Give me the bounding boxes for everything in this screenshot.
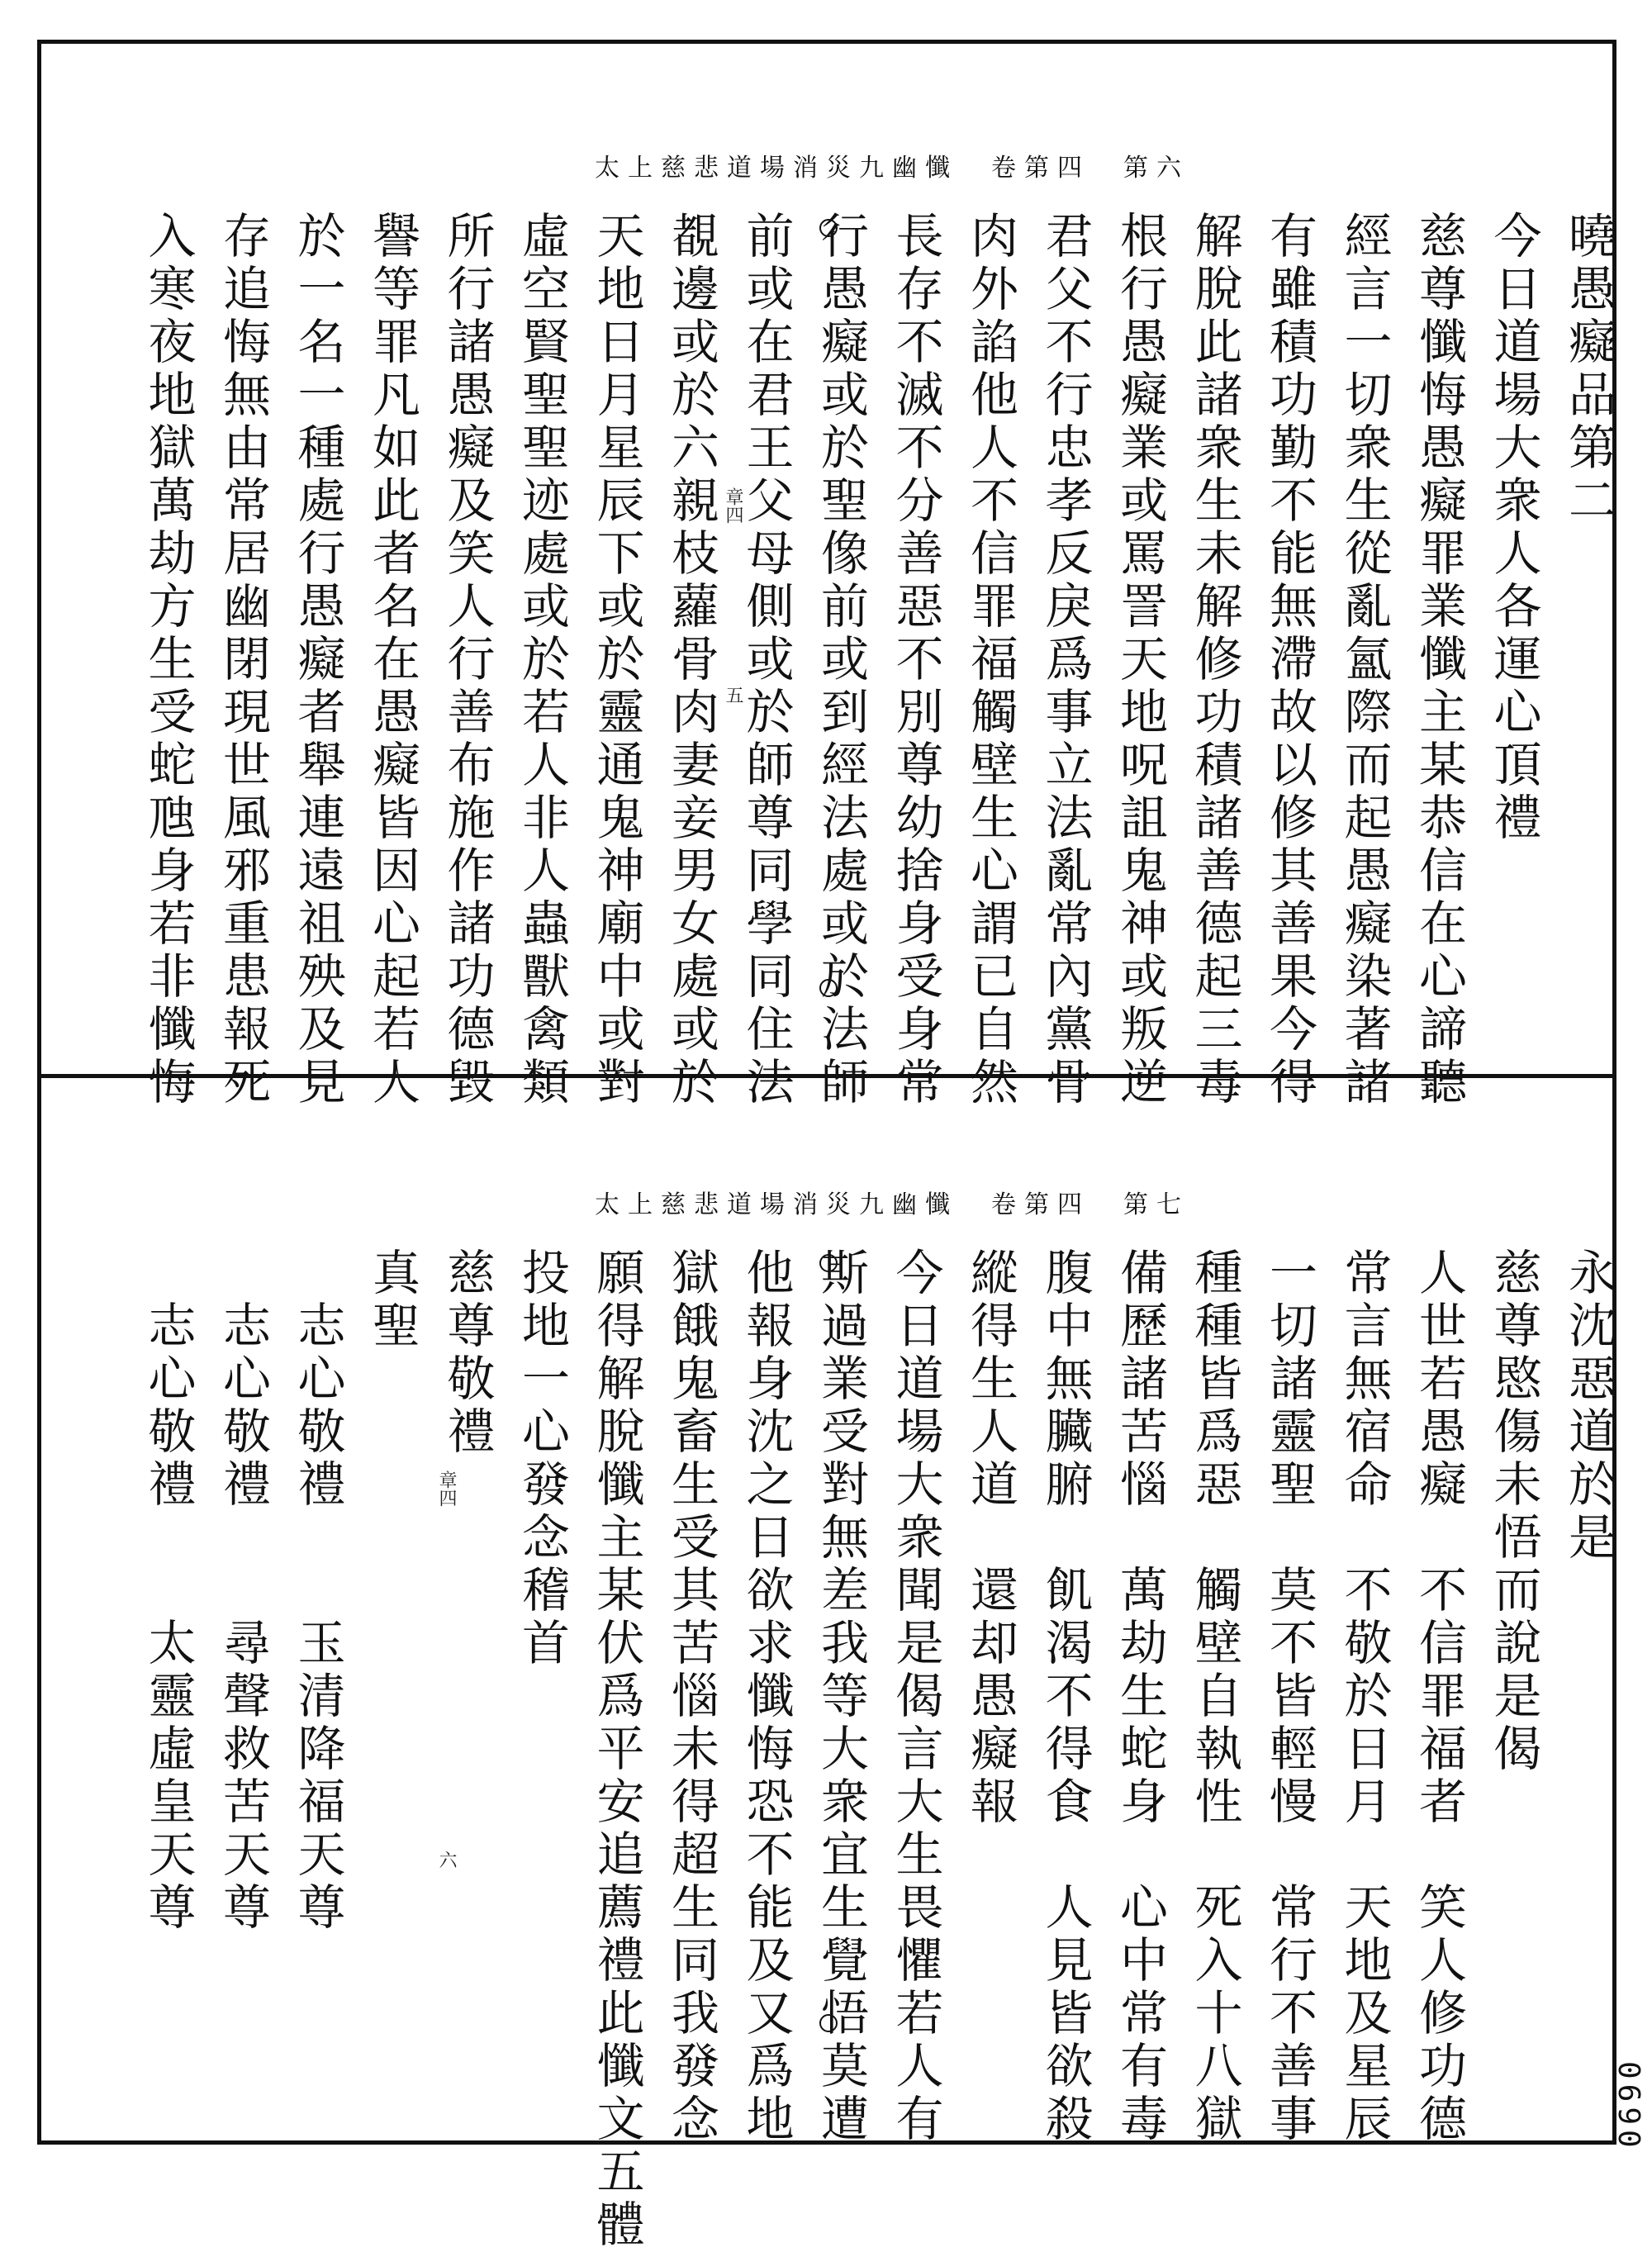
text-column: 解脫此諸衆生未解修功積諸善德起三毒	[1186, 211, 1243, 1109]
text-column: 永沈惡道於是	[1560, 1247, 1616, 1565]
top-circle-mark	[819, 979, 838, 997]
text-column: 志心敬禮 玉清降福天尊	[289, 1247, 346, 1935]
text-column: 有雖積功勤不能無滯故以修其善果今得	[1261, 211, 1317, 1109]
text-column: 真聖	[364, 1247, 420, 1353]
bottom-page-header: 太上慈悲道場消災九幽懺 卷第四 第七	[595, 1190, 1189, 1219]
text-column: 投地一心發念稽首	[514, 1247, 570, 1670]
text-column: 譽等罪凡如此者名在愚癡皆因心起若人	[364, 211, 420, 1109]
text-column: 存追悔無由常居幽閉現世風邪重患報死	[215, 211, 271, 1109]
text-column: 天地日月星辰下或於靈通鬼神廟中或對	[588, 211, 645, 1109]
bottom-circle-mark	[819, 2014, 838, 2032]
sheet-number: 0690	[1612, 2061, 1645, 2153]
text-column: 慈尊敬禮	[439, 1247, 496, 1459]
text-column: 君父不行忠孝反戾爲事立法亂常內黨骨	[1037, 211, 1094, 1109]
text-column: 曉愚癡品第二	[1560, 211, 1616, 528]
text-column: 獄餓鬼畜生受其苦惱未得超生同我發念	[663, 1247, 719, 2146]
text-column: 種種皆爲惡 觸壁自執性 死入十八獄	[1186, 1247, 1243, 2146]
text-column: 常言無宿命 不敬於日月 天地及星辰	[1336, 1247, 1393, 2146]
bottom-text-columns	[0, 1247, 1619, 2252]
text-column: 一切諸靈聖 莫不皆輕慢 常行不善事	[1261, 1247, 1317, 2146]
top-circle-mark	[819, 219, 838, 237]
text-column: 經言一切衆生從亂氳際而起愚癡染著諸	[1336, 211, 1393, 1109]
text-column: 虛空賢聖聖迹處或於若人非人蟲獸禽類	[514, 211, 570, 1109]
text-column: 入寒夜地獄萬劫方生受蛇虺身若非懺悔	[140, 211, 197, 1109]
top-page-header: 太上慈悲道場消災九幽懺 卷第四 第六	[595, 154, 1189, 183]
text-column: 肉外諂他人不信罪福觸壁生心謂已自然	[962, 211, 1018, 1109]
bottom-page-mark: 章四	[436, 1470, 457, 1507]
text-column: 慈尊懺悔愚癡罪業懺主某恭信在心諦聽	[1411, 211, 1467, 1109]
text-column: 斯過業受對無差我等大衆宜生覺悟莫遭	[813, 1247, 869, 2146]
text-column: 今日道場大衆人各運心頂禮	[1485, 211, 1542, 845]
top-page-mark: 章四	[723, 487, 743, 524]
text-column: 前或在君王父母側或於師尊同學同住法	[738, 211, 795, 1109]
text-column: 願得解脫懺主某伏爲平安追薦禮此懺文五體	[588, 1247, 645, 2252]
text-column: 今日道場大衆聞是偈言大生畏懼若人有	[887, 1247, 944, 2146]
text-column: 行愚癡或於聖像前或到經法處或於法師	[813, 211, 869, 1109]
top-text-columns	[0, 211, 1619, 1109]
text-column: 長存不滅不分善惡不別尊幼捨身受身常	[887, 211, 944, 1109]
bottom-folio: 六	[436, 1851, 457, 1869]
text-column: 他報身沈之日欲求懺悔恐不能及又爲地	[738, 1247, 795, 2146]
text-column: 所行諸愚癡及笑人行善布施作諸功德毀	[439, 211, 496, 1109]
text-column: 志心敬禮 尋聲救苦天尊	[215, 1247, 271, 1935]
text-column: 備歷諸苦惱 萬劫生蛇身 心中常有毒	[1112, 1247, 1168, 2146]
text-column: 根行愚癡業或罵詈天地呪詛鬼神或叛逆	[1112, 211, 1168, 1109]
text-column: 於一名一種處行愚癡者舉連遠祖殃及見	[289, 211, 346, 1109]
text-column: 人世若愚癡 不信罪福者 笑人修功德	[1411, 1247, 1467, 2146]
text-column: 志心敬禮 太靈虛皇天尊	[140, 1247, 197, 1935]
text-column: 縱得生人道 還却愚癡報	[962, 1247, 1018, 1829]
text-column: 腹中無臟腑 飢渴不得食 人見皆欲殺	[1037, 1247, 1094, 2146]
text-column: 慈尊愍傷未悟而說是偈	[1485, 1247, 1542, 1776]
bottom-circle-mark	[819, 1254, 838, 1272]
text-column: 覩邊或於六親枝蘿骨肉妻妾男女處或於	[663, 211, 719, 1109]
top-folio: 五	[723, 686, 743, 704]
